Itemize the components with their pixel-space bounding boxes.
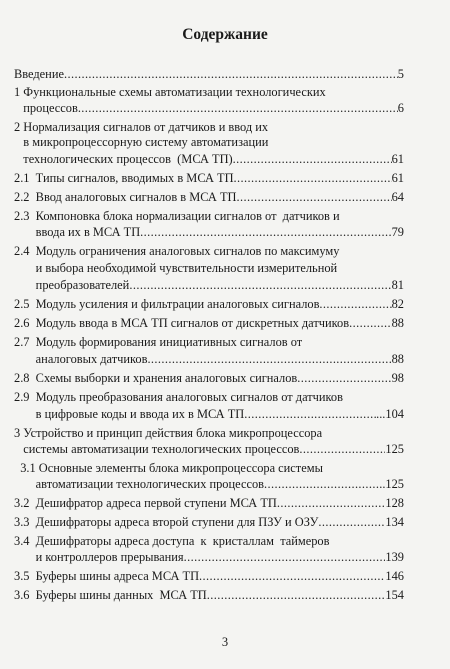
toc-entry	[14, 588, 404, 603]
toc-leader-dots	[64, 67, 398, 82]
toc-entry-text: и контроллеров прерывания	[14, 550, 184, 564]
toc-entry	[14, 244, 404, 259]
toc-entry-text: 2.8 Схемы выборки и хранения аналоговых сигналов	[14, 371, 298, 385]
toc-entry	[14, 171, 404, 186]
toc-entry	[14, 496, 404, 511]
page-number: 3	[221, 635, 229, 649]
toc-entry-text: Введение	[14, 67, 64, 81]
toc-entry-text: 3.4 Дешифраторы адреса доступа к кристаллам таймеров	[14, 534, 330, 548]
toc-leader-dots	[236, 190, 391, 205]
toc-leader-dots	[349, 316, 392, 331]
toc-entry-text: системы автоматизации технологических процессов	[14, 442, 300, 456]
toc-entry	[14, 135, 404, 150]
toc-entry-page: 61	[391, 152, 404, 166]
toc-entry-page: 79	[391, 225, 404, 239]
toc-leader-dots	[244, 407, 376, 422]
toc-entry	[14, 278, 404, 293]
toc-leader-dots	[233, 152, 392, 167]
toc-entry	[14, 407, 404, 422]
toc-leader-dots	[319, 297, 391, 312]
toc-entry-page: 5	[397, 67, 404, 81]
toc-entry	[14, 534, 404, 549]
toc-entry-text: технологических процессов (МСА ТП)	[14, 152, 233, 166]
toc-leader-dots	[234, 171, 392, 186]
toc-entry	[14, 261, 404, 276]
toc-leader-dots	[297, 371, 391, 386]
toc-entry	[14, 426, 404, 441]
toc-entry-text: в цифровые коды и ввода их в МСА ТП	[14, 407, 245, 421]
toc-entry	[14, 120, 404, 135]
toc-entry	[14, 190, 404, 205]
toc-entry-page: ..125	[379, 477, 404, 491]
toc-entry	[14, 297, 404, 312]
toc-leader-dots	[318, 515, 385, 530]
toc-entry	[14, 371, 404, 386]
toc-entry-text: 3.3 Дешифраторы адреса второй ступени для ПЗУ и ОЗУ	[14, 515, 319, 529]
toc-leader-dots	[129, 278, 391, 293]
toc-entry-page: 128	[385, 496, 404, 510]
toc-leader-dots	[264, 477, 379, 492]
toc-leader-dots	[277, 496, 386, 511]
toc-entry	[14, 550, 404, 565]
toc-entry-text: 2 Нормализация сигналов от датчиков и ввод их	[14, 120, 269, 134]
toc-entry-text: 1 Функциональные схемы автоматизации технологических	[14, 85, 326, 99]
toc-leader-dots	[199, 569, 385, 584]
toc-entry-text: 3 Устройство и принцип действия блока микропроцессора	[14, 426, 323, 440]
toc-entry-text: 2.6 Модуль ввода в МСА ТП сигналов от дискретных датчиков	[14, 316, 350, 330]
toc-entry	[14, 515, 404, 530]
toc-entry-page: 88	[391, 352, 404, 366]
toc-leader-dots	[147, 352, 391, 367]
toc-entry-text: ввода их в МСА ТП	[14, 225, 141, 239]
toc-entry-page: 81	[391, 278, 404, 292]
toc-entry-text: 2.1 Типы сигналов, вводимых в МСА ТП	[14, 171, 234, 185]
toc-entry-text: автоматизации технологических процессов	[14, 477, 264, 491]
toc-entry-text: и выбора необходимой чувствительности измерительной	[14, 261, 338, 275]
toc-leader-dots	[299, 442, 385, 457]
toc-entry-text: в микропроцессорную систему автоматизации	[14, 135, 269, 149]
toc-entry	[14, 101, 404, 116]
toc-entry-text: процессов	[14, 101, 78, 115]
toc-entry	[14, 569, 404, 584]
toc-leader-dots	[140, 225, 391, 240]
toc-entry	[14, 316, 404, 331]
toc-entry	[14, 67, 404, 82]
toc-entry-text: 3.5 Буферы шины адреса МСА ТП	[14, 569, 200, 583]
page-title: Содержание	[182, 26, 268, 43]
toc-entry-text: преобразователей	[14, 278, 130, 292]
toc-entry	[14, 442, 404, 457]
toc-entry-text: 3.2 Дешифратор адреса первой ступени МСА ТП	[14, 496, 277, 510]
toc-entry-page: 139	[385, 550, 404, 564]
toc-entry-page: 61	[391, 171, 404, 185]
toc-leader-dots	[184, 550, 386, 565]
toc-entry-page: 134	[385, 515, 404, 529]
toc-entry-page: 125	[385, 442, 404, 456]
toc-leader-dots	[78, 101, 398, 116]
toc-entry-text: 2.2 Ввод аналоговых сигналов в МСА ТП	[14, 190, 237, 204]
toc-entry-text: 2.9 Модуль преобразования аналоговых сигналов от датчиков	[14, 390, 343, 404]
toc-entry	[14, 335, 404, 350]
toc-entry	[14, 152, 404, 167]
toc-entry-text: 3.6 Буферы шины данных МСА ТП	[14, 588, 207, 602]
toc-entry	[14, 461, 404, 476]
toc-entry-page: 98	[391, 371, 404, 385]
toc-entry-page: 64	[391, 190, 404, 204]
toc-entry-text: 2.7 Модуль формирования инициативных сигналов от	[14, 335, 303, 349]
toc-entry	[14, 390, 404, 405]
toc-entry-text: 3.1 Основные элементы блока микропроцессора системы	[14, 461, 323, 475]
toc-entry-page: 88	[391, 316, 404, 330]
toc-entry	[14, 85, 404, 100]
toc-entry-text: 2.3 Компоновка блока нормализации сигналов от датчиков и	[14, 209, 340, 223]
toc-entry-page: 82	[391, 297, 404, 311]
toc-entry	[14, 352, 404, 367]
toc-entry-page: ...104	[376, 407, 404, 421]
toc-entry-text: аналоговых датчиков	[14, 352, 148, 366]
toc-entry-text: 2.4 Модуль ограничения аналоговых сигналов по максимуму	[14, 244, 340, 258]
toc-entry-page: 146	[385, 569, 404, 583]
toc-entry-page: 6	[397, 101, 404, 115]
toc-entry	[14, 209, 404, 224]
toc-entry	[14, 225, 404, 240]
toc-leader-dots	[207, 588, 386, 603]
toc-entry-page: 154	[385, 588, 404, 602]
toc-entry-text: 2.5 Модуль усиления и фильтрации аналоговых сигналов	[14, 297, 320, 311]
toc-entry	[14, 477, 404, 492]
